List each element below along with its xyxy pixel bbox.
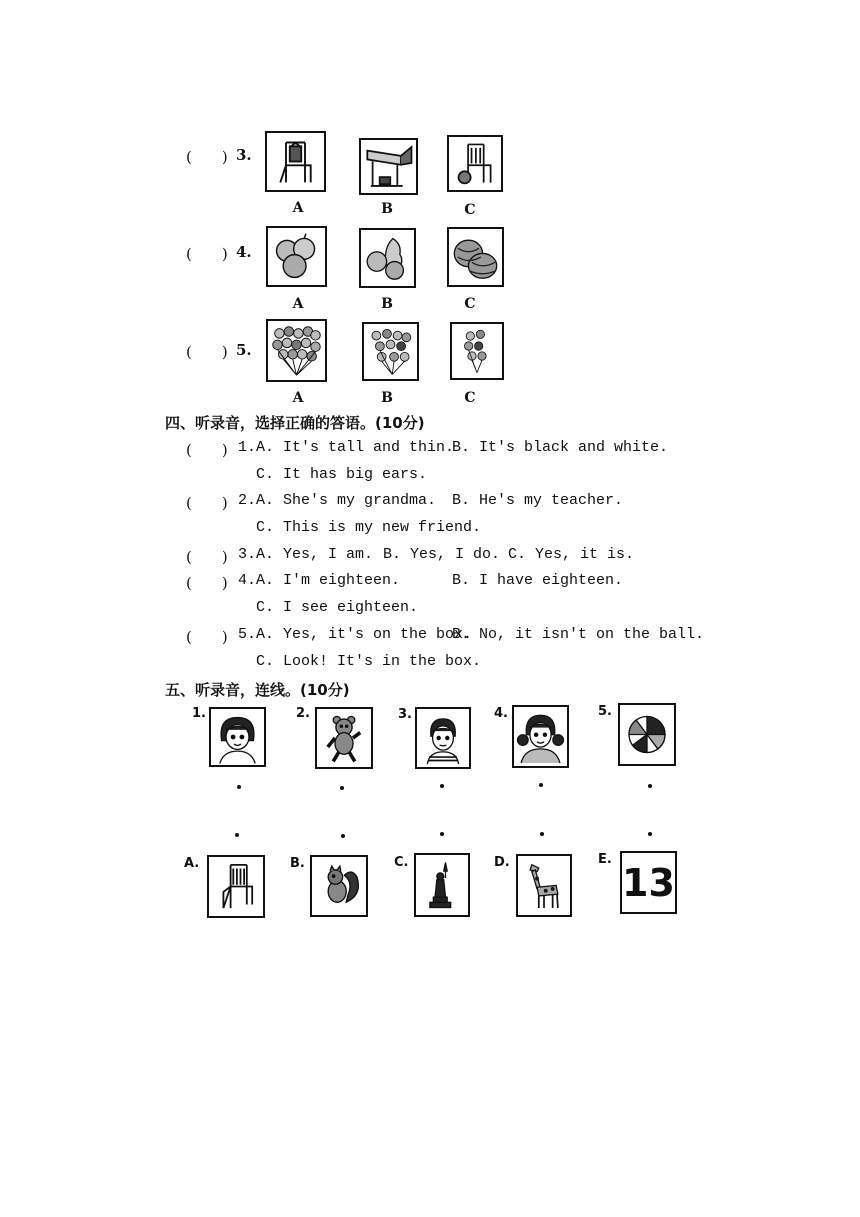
option-label: C: [464, 202, 476, 218]
option-b: B. I have eighteen.: [452, 572, 624, 589]
number-13-icon: [620, 851, 677, 914]
match-dot[interactable]: [440, 784, 444, 788]
boy-portrait-icon: [415, 707, 471, 769]
girl-with-pigtails-icon: [512, 705, 569, 768]
option-label: A: [292, 296, 304, 312]
answer-paren[interactable]: ( ): [186, 441, 228, 459]
match-label: A.: [184, 856, 200, 871]
ball-icon: [618, 703, 676, 766]
option-label: A: [292, 200, 304, 216]
desk-with-bag-icon[interactable]: [359, 138, 418, 195]
option-a: A. I'm eighteen.: [256, 572, 401, 589]
chair-icon: [207, 855, 265, 918]
match-dot[interactable]: [341, 834, 345, 838]
option-a: A. It's tall and thin.: [256, 439, 455, 456]
match-label: 2.: [296, 706, 310, 721]
match-label: E.: [598, 852, 612, 867]
option-label: C: [464, 296, 476, 312]
match-label: D.: [494, 855, 510, 870]
question-number: 4.: [238, 572, 257, 589]
answer-paren[interactable]: ( ): [186, 245, 228, 263]
match-dot[interactable]: [340, 786, 344, 790]
squirrel-icon: [310, 855, 368, 917]
bear-icon: [315, 707, 373, 769]
match-label: C.: [394, 855, 409, 870]
match-dot[interactable]: [440, 832, 444, 836]
question-number: 4.: [236, 243, 252, 261]
chair-with-ball-icon[interactable]: [447, 135, 503, 192]
question-number: 2.: [238, 492, 257, 509]
question-number: 5.: [236, 341, 252, 359]
pears-icon[interactable]: [359, 228, 416, 288]
answer-paren[interactable]: ( ): [186, 494, 228, 512]
few-balloons-icon[interactable]: [450, 322, 504, 380]
section-heading: 四、听录音，选择正确的答语。(10分): [165, 414, 425, 432]
answer-paren[interactable]: ( ): [186, 628, 228, 646]
girl-portrait-icon: [209, 707, 266, 767]
option-c: C. I see eighteen.: [256, 599, 419, 616]
option-c: C. It has big ears.: [256, 466, 428, 483]
answer-paren[interactable]: ( ): [186, 548, 228, 566]
match-label: 1.: [192, 706, 206, 721]
question-number: 3.: [236, 146, 252, 164]
match-label: B.: [290, 856, 305, 871]
match-dot[interactable]: [235, 833, 239, 837]
match-dot[interactable]: [237, 785, 241, 789]
option-label: C: [464, 390, 476, 406]
many-balloons-icon[interactable]: [266, 319, 327, 382]
option-b: B. It's black and white.: [452, 439, 669, 456]
match-label: 5.: [598, 704, 612, 719]
option-c: C. Look! It's in the box.: [256, 653, 482, 670]
apples-icon[interactable]: [266, 226, 327, 287]
option-c: C. Yes, it is.: [508, 546, 635, 563]
option-c: C. This is my new friend.: [256, 519, 482, 536]
option-label: B: [381, 390, 393, 406]
option-b: B. Yes, I do.: [383, 546, 501, 563]
question-number: 5.: [238, 626, 257, 643]
giraffe-icon: [516, 854, 572, 917]
match-dot[interactable]: [540, 832, 544, 836]
match-dot[interactable]: [539, 783, 543, 787]
option-b: B. No, it isn't on the ball.: [452, 626, 705, 643]
number-13-text: 13: [622, 860, 675, 905]
some-balloons-icon[interactable]: [362, 322, 419, 381]
option-a: A. Yes, I am.: [256, 546, 374, 563]
option-a: A. Yes, it's on the box.: [256, 626, 473, 643]
option-label: B: [381, 296, 393, 312]
option-a: A. She's my grandma.: [256, 492, 437, 509]
match-dot[interactable]: [648, 784, 652, 788]
question-number: 3.: [238, 546, 257, 563]
answer-paren[interactable]: ( ): [186, 574, 228, 592]
answer-paren[interactable]: ( ): [186, 148, 228, 166]
question-number: 1.: [238, 439, 257, 456]
match-dot[interactable]: [648, 832, 652, 836]
answer-paren[interactable]: ( ): [186, 343, 228, 361]
match-label: 4.: [494, 706, 508, 721]
match-label: 3.: [398, 707, 412, 722]
option-b: B. He's my teacher.: [452, 492, 624, 509]
option-label: A: [292, 390, 304, 406]
chair-with-bag-icon[interactable]: [265, 131, 326, 192]
section-heading: 五、听录音，连线。(10分): [165, 681, 350, 699]
statue-of-liberty-icon: [414, 853, 470, 917]
option-label: B: [381, 201, 393, 217]
watermelons-icon[interactable]: [447, 227, 504, 287]
